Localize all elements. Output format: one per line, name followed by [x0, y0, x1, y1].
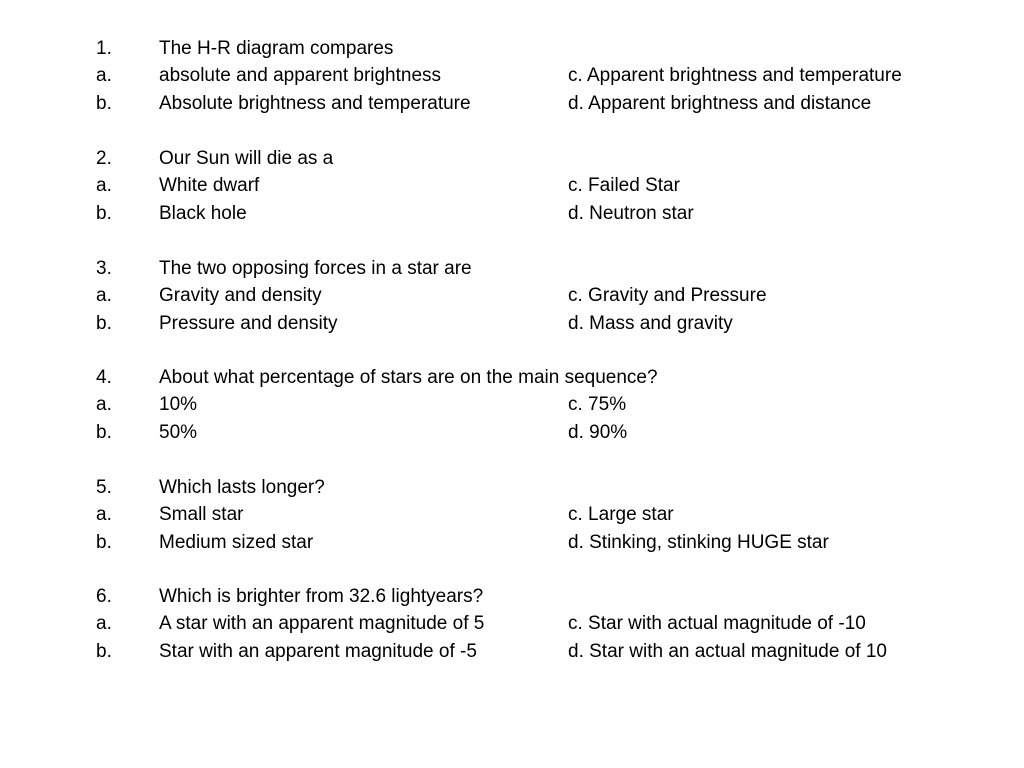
option-d: d. Neutron star: [568, 202, 694, 224]
option-a: White dwarf: [159, 175, 260, 197]
option-row-a-c: [0, 172, 1024, 199]
option-a-label: a.: [96, 504, 112, 526]
option-a: A star with an apparent magnitude of 5: [159, 613, 485, 635]
option-b-label: b.: [96, 312, 112, 334]
question-prompt-line: [0, 255, 1024, 282]
question-number: 5.: [96, 477, 112, 498]
question-number: 1.: [96, 38, 112, 59]
option-row-b-d: [0, 200, 1024, 227]
option-c: c. Star with actual magnitude of -10: [568, 613, 866, 635]
option-row-a-c: [0, 282, 1024, 309]
option-a: Gravity and density: [159, 285, 322, 307]
option-row-a-c: [0, 62, 1024, 89]
question-number: 6.: [96, 586, 112, 607]
question-prompt-line: [0, 35, 1024, 62]
option-a-label: a.: [96, 285, 112, 307]
question-prompt-line: [0, 364, 1024, 391]
question-prompt: The H-R diagram compares: [159, 38, 394, 59]
option-b-label: b.: [96, 531, 112, 553]
option-b: Medium sized star: [159, 531, 314, 553]
option-b: 50%: [159, 421, 198, 443]
option-a-label: a.: [96, 175, 112, 197]
option-b: Black hole: [159, 202, 247, 224]
option-b-label: b.: [96, 640, 112, 662]
option-row-b-d: [0, 419, 1024, 446]
option-row-a-c: [0, 610, 1024, 637]
option-d: d. Apparent brightness and distance: [568, 92, 872, 114]
option-row-a-c: [0, 501, 1024, 528]
option-row-b-d: [0, 90, 1024, 117]
option-b-label: b.: [96, 202, 112, 224]
question-prompt-line: [0, 583, 1024, 610]
option-c: c. Failed Star: [568, 175, 680, 197]
question-prompt-line: [0, 474, 1024, 501]
question-number: 3.: [96, 258, 112, 279]
question-number: 2.: [96, 148, 112, 169]
option-b: Absolute brightness and temperature: [159, 92, 471, 114]
option-b-label: b.: [96, 92, 112, 114]
question-prompt: Our Sun will die as a: [159, 148, 334, 169]
option-a: absolute and apparent brightness: [159, 65, 442, 87]
option-d: d. Stinking, stinking HUGE star: [568, 531, 829, 553]
question-prompt: Which lasts longer?: [159, 477, 325, 498]
option-row-b-d: [0, 529, 1024, 556]
question-4: [0, 364, 1024, 446]
option-d: d. 90%: [568, 421, 628, 443]
option-d: d. Star with an actual magnitude of 10: [568, 640, 887, 662]
question-prompt: Which is brighter from 32.6 lightyears?: [159, 586, 484, 607]
option-row-b-d: [0, 310, 1024, 337]
question-1: [0, 35, 1024, 117]
option-a-label: a.: [96, 613, 112, 635]
option-a: 10%: [159, 394, 198, 416]
option-a-label: a.: [96, 65, 112, 87]
option-c: c. Apparent brightness and temperature: [568, 65, 902, 87]
option-c: c. 75%: [568, 394, 627, 416]
question-2: [0, 145, 1024, 227]
option-b: Pressure and density: [159, 312, 338, 334]
option-row-a-c: [0, 391, 1024, 418]
option-row-b-d: [0, 638, 1024, 665]
question-3: [0, 255, 1024, 337]
option-c: c. Gravity and Pressure: [568, 285, 767, 307]
option-a: Small star: [159, 504, 244, 526]
question-number: 4.: [96, 367, 112, 388]
option-b: Star with an apparent magnitude of -5: [159, 640, 477, 662]
option-a-label: a.: [96, 394, 112, 416]
question-prompt: About what percentage of stars are on the main sequence?: [159, 367, 658, 388]
option-d: d. Mass and gravity: [568, 312, 733, 334]
question-prompt: The two opposing forces in a star are: [159, 258, 472, 279]
option-c: c. Large star: [568, 504, 674, 526]
question-5: [0, 474, 1024, 556]
option-b-label: b.: [96, 421, 112, 443]
question-prompt-line: [0, 145, 1024, 172]
question-6: [0, 583, 1024, 665]
